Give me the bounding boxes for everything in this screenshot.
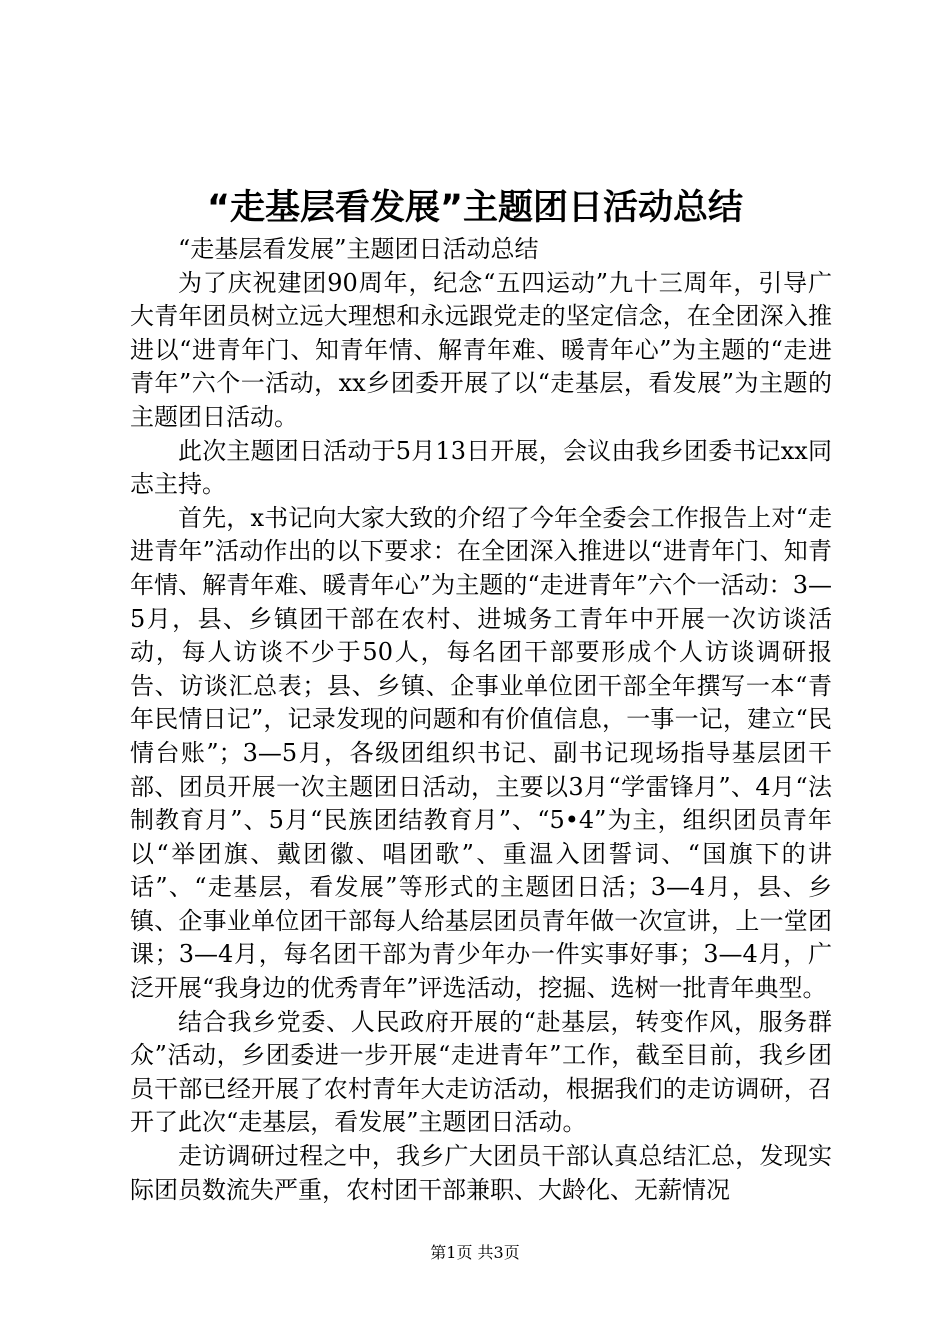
paragraph-introduction: 为了庆祝建团90周年，纪念“五四运动”九十三周年，引导广大青年团员树立远大理想和永远跟党走的坚定信念，在全团深入推进以“进青年门、知青年情、解青年难、暖青年心”为主题的“走进青年”六个一活动，xx乡团委开展了以“走基层，看发展”为主题的主题团日活动。 (130, 268, 832, 431)
paragraph-visit-activity: 结合我乡党委、人民政府开展的“赴基层，转变作风，服务群众”活动，乡团委进一步开展“走进青年”工作，截至目前，我乡团员干部已经开展了农村青年大走访活动，根据我们的走访调研，召开了此次“走基层，看发展”主题团日活动。 (130, 1007, 832, 1137)
paragraph-findings: 走访调研过程之中，我乡广大团员干部认真总结汇总，发现实际团员数流失严重，农村团干部兼职、大龄化、无薪情况 (130, 1142, 832, 1204)
document-title: “走基层看发展”主题团日活动总结 (206, 188, 743, 228)
paragraph-meeting-info: 此次主题团日活动于5月13日开展，会议由我乡团委书记xx同志主持。 (130, 436, 832, 499)
paragraph-requirements: 首先，x书记向大家大致的介绍了今年全委会工作报告上对“走进青年”活动作出的以下要求：在全团深入推进以“进青年门、知青年情、解青年难、暖青年心”为主题的“走进青年”六个一活动：3—5月，县、乡镇团干部在农村、进城务工青年中开展一次访谈活动，每人访谈不少于50人，每名团干部要形成个人访谈调研报告、访谈汇总表；县、乡镇、企事业单位团干部全年撰写一本“青年民情日记”，记录发现的问题和有价值信息，一事一记，建立“民情台账”；3—5月，各级团组织书记、副书记现场指导基层团干部、团员开展一次主题团日活动，主要以3月“学雷锋月”、4月“法制教育月”、5月“民族团结教育月”、“5•4”为主，组织团员青年以“举团旗、戴团徽、唱团歌”、重温入团誓词、“国旗下的讲话”、“走基层，看发展”等形式的主题团日活；3—4月，县、乡镇、企事业单位团干部每人给基层团员青年做一次宣讲，上一堂团课；3—4月，每名团干部为青少年办一件实事好事；3—4月，广泛开展“我身边的优秀青年”评选活动，挖掘、选树一批青年典型。 (130, 503, 832, 1003)
page-number-footer: 第1页 共3页 (430, 1243, 520, 1262)
paragraph-subtitle: “走基层看发展”主题团日活动总结 (178, 235, 539, 263)
document-body (130, 233, 832, 1207)
